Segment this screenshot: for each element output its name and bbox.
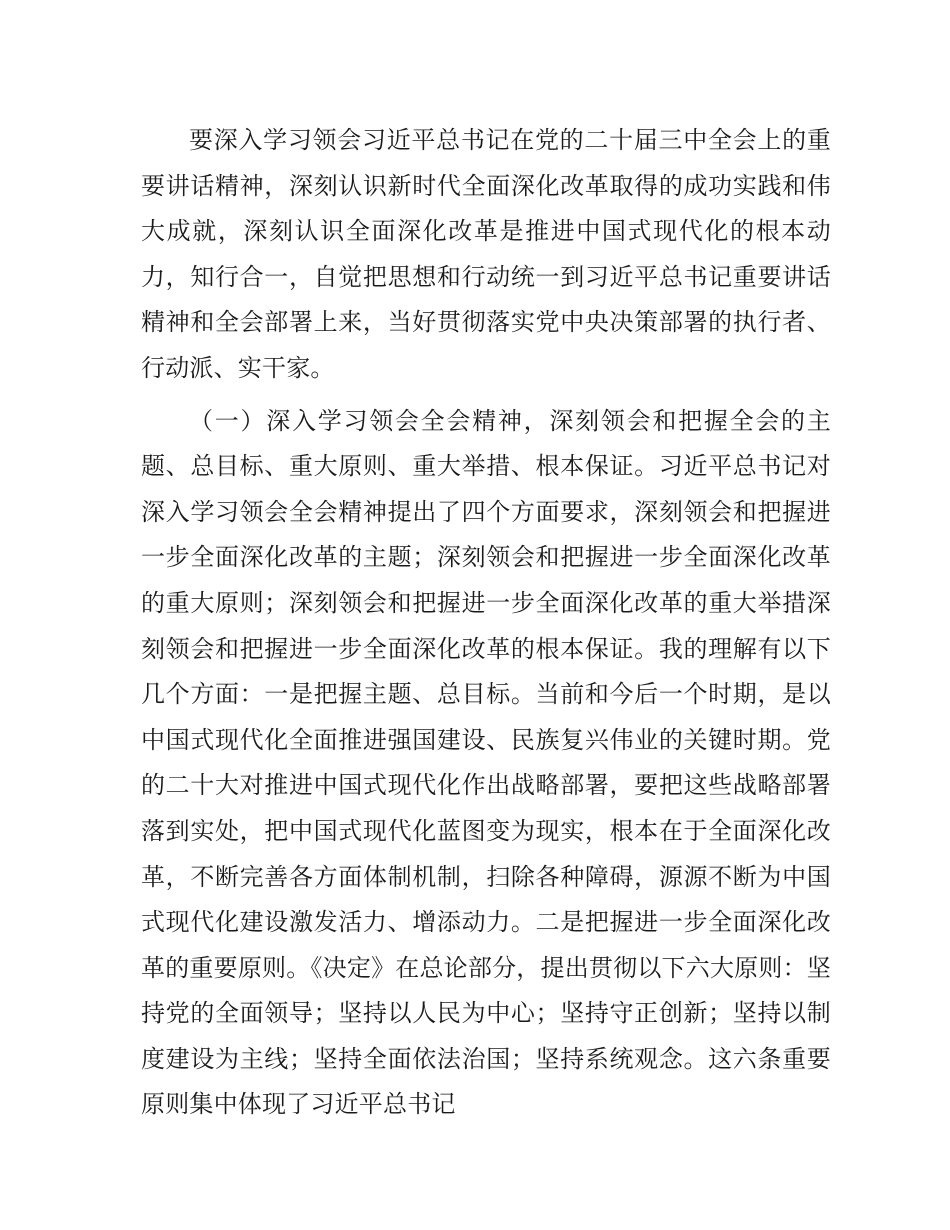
document-body xyxy=(141,118,831,1128)
paragraph-section-one: （一）深入学习领会全会精神，深刻领会和把握全会的主题、总目标、重大原则、重大举措、根本保证。习近平总书记对深入学习领会全会精神提出了四个方面要求，深刻领会和把握进一步全面深化改革的主题；深刻领会和把握进一步全面深化改革的重大原则；深刻领会和把握进一步全面深化改革的重大举措深刻领会和把握进一步全面深化改革的根本保证。我的理解有以下几个方面：一是把握主题、总目标。当前和今后一个时期，是以中国式现代化全面推进强国建设、民族复兴伟业的关键时期。党的二十大对推进中国式现代化作出战略部署，要把这些战略部署落到实处，把中国式现代化蓝图变为现实，根本在于全面深化改革，不断完善各方面体制机制，扫除各种障碍，源源不断为中国式现代化建设激发活力、增添动力。二是把握进一步全面深化改革的重要原则。《决定》在总论部分，提出贯彻以下六大原则：坚持党的全面领导；坚持以人民为中心；坚持守正创新；坚持以制度建设为主线；坚持全面依法治国；坚持系统观念。这六条重要原则集中体现了习近平总书记 xyxy=(141,406,831,1119)
paragraph-intro: 要深入学习领会习近平总书记在党的二十届三中全会上的重要讲话精神，深刻认识新时代全面深化改革取得的成功实践和伟大成就，深刻认识全面深化改革是推进中国式现代化的根本动力，知行合一，自觉把思想和行动统一到习近平总书记重要讲话精神和全会部署上来，当好贯彻落实党中央决策部署的执行者、行动派、实干家。 xyxy=(141,126,831,382)
